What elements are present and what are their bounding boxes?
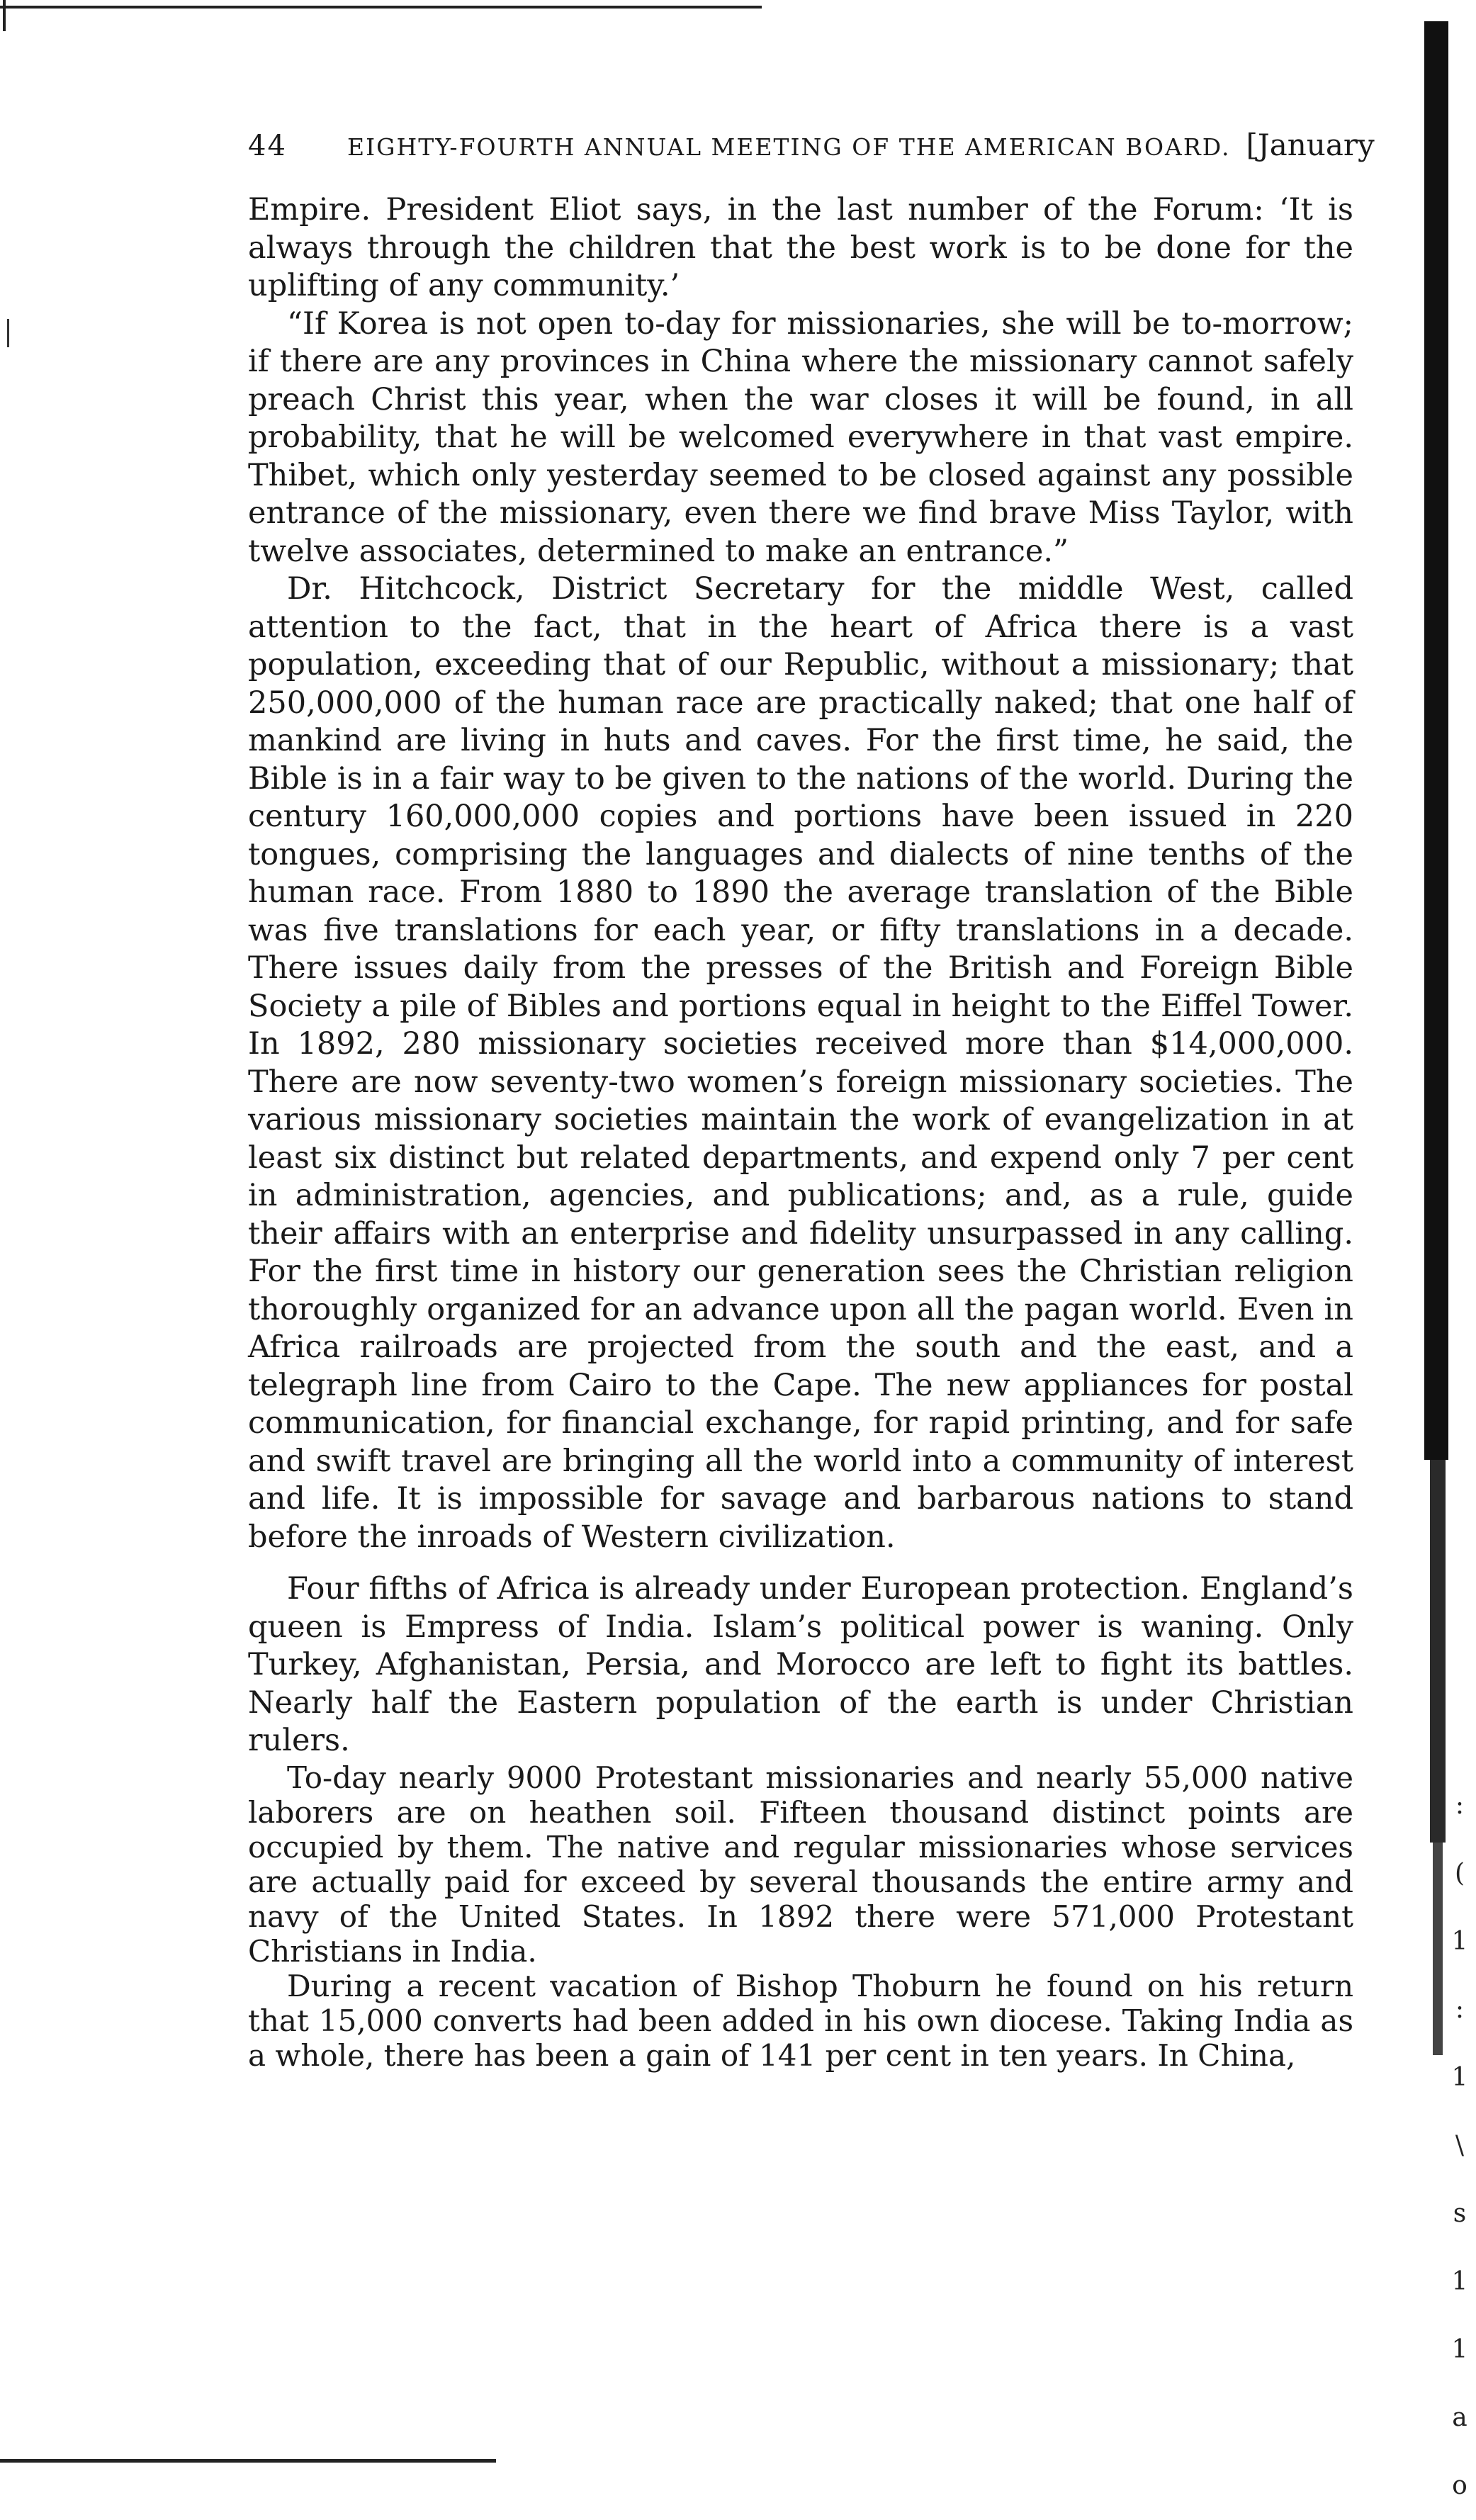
margin-fragment: 1 bbox=[1451, 2267, 1468, 2296]
margin-fragment: 1 bbox=[1451, 2063, 1468, 2092]
running-month: [January bbox=[1246, 128, 1375, 162]
paragraph-africa-protection: Four fifths of Africa is already under European protection. England’s queen is Empress of India. Islam’s political power is waning. Only Turkey, Afghanistan, Persia, and Morocco are left to fight its battles. Nearly half the Eastern population of the earth is under Christian rulers. bbox=[248, 1571, 1353, 1758]
binding-shadow-lower bbox=[1430, 1460, 1446, 1843]
body-text bbox=[248, 191, 1353, 2073]
margin-fragment: s bbox=[1453, 2199, 1467, 2228]
page-number: 44 bbox=[248, 130, 287, 162]
margin-fragment: \ bbox=[1455, 2131, 1465, 2160]
running-title: EIGHTY-FOURTH ANNUAL MEETING OF THE AMERICAN BOARD. bbox=[347, 133, 1231, 161]
paragraph-protestant-missionaries: To-day nearly 9000 Protestant missionaries and nearly 55,000 native laborers are on heathen soil. Fifteen thousand distinct points are occupied by them. The native and regular missionaries whose services are actually paid for exceed by several thousands the entire army and navy of the United States. In 1892 there were 571,000 Protestant Christians in India. bbox=[248, 1760, 1353, 1969]
binding-shadow-bottom bbox=[1433, 1843, 1443, 2055]
facing-page-fragments bbox=[1446, 1772, 1474, 2520]
top-left-rule bbox=[3, 0, 6, 31]
running-header bbox=[248, 128, 1389, 170]
margin-fragment: a bbox=[1452, 2403, 1467, 2432]
paragraph-bishop-thoburn: During a recent vacation of Bishop Thoburn he found on his return that 15,000 converts had been added in his own diocese. Taking India as a whole, there has been a gain of 141 per cent in ten years. In China, bbox=[248, 1968, 1353, 2073]
margin-fragment: : bbox=[1455, 1995, 1465, 2024]
bottom-rule bbox=[0, 2459, 496, 2463]
paragraph-hitchcock: Dr. Hitchcock, District Secretary for the middle West, called attention to the fact, that in the heart of Africa there is a vast population, exceeding that of our Republic, without a missionary; that 250,000,000 of the human race are practically naked; that one half of mankind are living in huts and caves. For the first time, he said, the Bible is in a fair way to be given to the nations of the world. During the century 160,000,000 copies and portions have been issued in 220 tongues, comprising the languages and dialects of nine tenths of the human race. From 1880 to 1890 the average translation of the Bible was five translations for each year, or fifty translations in a decade. There issues daily from the presses of the British and Foreign Bible Society a pile of Bibles and portions equal in height to the Eiffel Tower. In 1892, 280 missionary societies received more than $14,000,000. There are now seventy-two women’s foreign missionary societies. The various missionary societies maintain the work of evangelization in at least six distinct but related departments, and expend only 7 per cent in administration, agencies, and publications; and, as a rule, guide their affairs with an enterprise and fidelity unsurpassed in any calling. For the first time in history our generation sees the Christian religion thoroughly organized for an advance upon all the pagan world. Even in Africa railroads are projected from the south and the east, and a telegraph line from Cairo to the Cape. The new appliances for postal communication, for financial exchange, for rapid printing, and for safe and swift travel are bringing all the world into a community of interest and life. It is impossible for savage and barbarous nations to stand before the inroads of Western civilization. bbox=[248, 571, 1353, 1555]
paragraph-korea-quote: “If Korea is not open to-day for missionaries, she will be to-morrow; if there are any provinces in China where the missionary cannot safely preach Christ this year, when the war closes it will be found, in all probability, that he will be welcomed everywhere in that vast empire. Thibet, which only yesterday seemed to be closed against any possible entrance of the missionary, even there we find brave Miss Taylor, with twelve associates, determined to make an entrance.” bbox=[248, 305, 1353, 569]
margin-fragment: 1 bbox=[1451, 1927, 1468, 1956]
top-rule bbox=[0, 6, 762, 9]
paragraph-continuation: Empire. President Eliot says, in the last number of the Forum: ‘It is always through the children that the best work is to be done for the uplifting of any community.’ bbox=[248, 192, 1353, 303]
margin-fragment: ( bbox=[1454, 1859, 1465, 1888]
margin-fragment: o bbox=[1452, 2471, 1467, 2500]
margin-fragment: 1 bbox=[1451, 2335, 1468, 2364]
margin-fragment: : bbox=[1455, 1791, 1465, 1820]
binding-shadow bbox=[1424, 21, 1448, 1460]
left-margin-mark bbox=[7, 319, 9, 347]
